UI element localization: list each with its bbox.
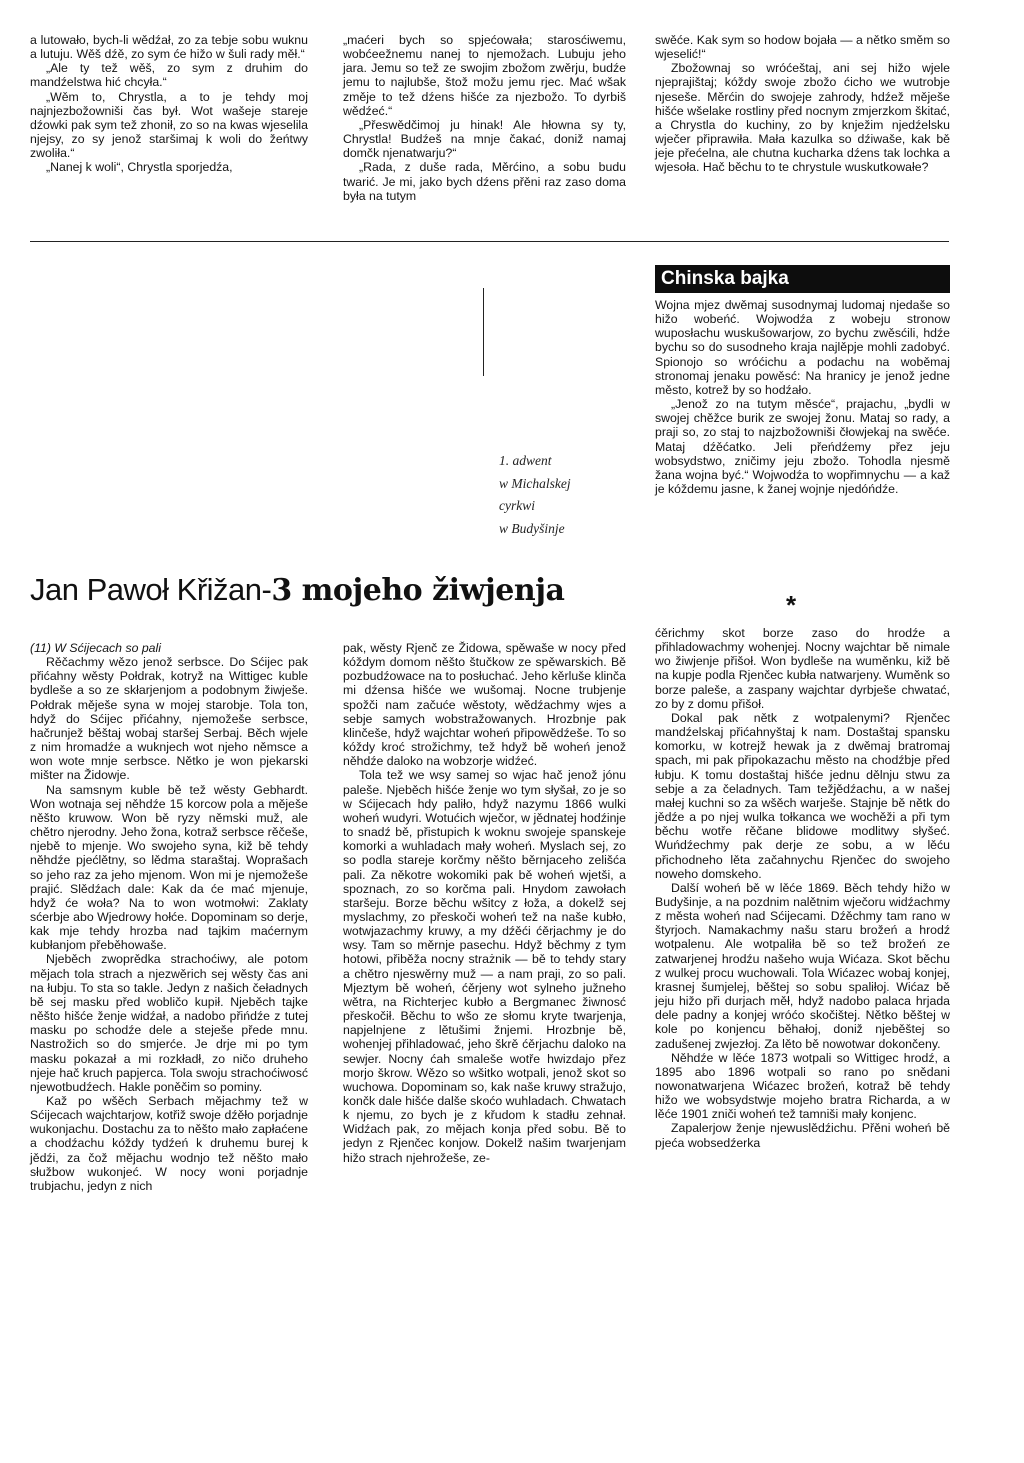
paragraph: „Ale ty tež wěš, zo sym z druhim do mandźelstwa hić chcyła.“ (30, 61, 308, 90)
top-article-col-2 (343, 33, 626, 203)
paragraph: Něhdźe w lěće 1873 wotpali so Wittigec hrodź, a 1895 abo 1896 wotpali so rano po snědani nowonatwarjena Wićazec brožeń, kotraž bě tehdy hižo we wobsydstwje mojeho bratra Richarda, a w lěće 1901 zniči woheń tež tamniši mały konjenc. (655, 1050, 950, 1122)
paragraph: Wojna mjez dwěmaj susodnymaj ludomaj njedaše so hižo wobeńć. Wojwodźa z wobeju stronow wuposłachu wuskušowarjow, zo bychu zwěsćili, hdźe bychu so do susodneho kraja najlěpje mohli zadobyć. Spionojo so wróćichu a podachu na woběmaj stronomaj jenaku powěsć: Na hranicy je jenož jedne město, kotrež by so hodźało. (655, 298, 950, 397)
paragraph: ćěrichmy skot borze zaso do hrodźe a přihladowachmy wohenjej. Nocny wajchtar bě nimale wo žiwjenje přišoł. Won bydleše na wuměnku, kiž bě na kupje podla Rjenčec kubła natwarjeny. Wuměnk so borze paleše, a zaspany wajchtar dyrbješe chwatać, zo by z domu přišoł. (655, 626, 950, 711)
paragraph: Další woheń bě w lěće 1869. Běch tehdy hižo w Budyšinje, a na pozdnim nalětnim wječoru widźachmy z města woheń nad Sćijecami. Dźěchmy tam rano w štyrjoch. Namakachmy našu staru brožeń a hrodź wotpalenu. Ale wotpaliła bě so tež brožeń ze zatwarjenej hrodźu našeho wuja Wićaza. Skot běchu z wulkej procu wuchowali. Tola Wićazec wobaj konjej, krasnej šumjelej, běštej so sobu spaliłoj. Wićaz bě jeju hižo při durjach měł, hdyž nadobo palaca hrjada dele padny a konjej wróćo skočištej. Nětko běštej w kole po konjencu běhałoj, doniž njeběštej so zadušenej zwjezłoj. Za lěto bě nowotwar dokončeny. (655, 880, 950, 1051)
caption-line: cyrkwi (499, 498, 535, 513)
paragraph: Tola tež we wsy samej so wjac hač jenož jónu paleše. Njeběch hišće ženje wo tym słyšał, zo je so w Sćijecach hdy paliło, hdyž nazymu 1866 wulki woheń wudyri. Wotućich wječor, w jědnatej hodźinje to snadź bě, přistupich k woknu swojeje spanskeje komorki a wuhladach mały woheń. Myslach sej, zo so podla stareje korčmy něšto běrnjaceho zelišća pali. Za někotre wokomiki pak bě woheń wjetši, a spoznach, zo so korčma pali. Hnydom zawołach staršeju. Borze běchu wšitcy z łoža, a dokelž sej myslachmy, zo přeskoči woheń tež na naše kubło, wotwjazachmy kruwy, a my dźěći ćěrjachmy je do wsy. Tam so měrnje pasechu. Hdyž běchmy z tym hotowi, přiběža nocny strażnik — bě to tehdy stary a chětro njeswěrny muž — a nam praji, zo so pali. Mjeztym bě woheń, ćěrjeny wot sylneho južneho wětra, na Richterjec kubło a Bergmanec žiwnosć přeskočił. Běchu to wšo ze słomu kryte twarjenja, napjelnjene z lětušimi žnjemi. Hrozbnje bě, wohenjej přihladować, jeho škrě ćěrjachu daloko na sewjer. Nocny ćah smaleše wotře hwizdajo přez morjo škrow. Wězo so wšitko wotpali, jenož skot so wuchowa. Dopominam so, kak naše kruwy stražujo, končk dale hišće dalše skoćo wuhladach. Chwatach k njemu, zo bych je z křudom k stadłu zehnał. Widźach pak, zo mějach konja před sobu. Bě to jedyn z Rjenčec konjow. Dokelž našim twarjenjam hižo strach njehrožeše, ze- (343, 768, 626, 1165)
bottom-article-col-2 (343, 641, 626, 1165)
paragraph: „maćeri bych so spjećowała; starosćiwemu, wobćeežnemu nanej to njemožach. Lubuju jeho jara. Jemu so tež ze swojim zbožom zwěrju, budźe jemu to najlubše, štož možu jemu rjec. Mać wšak změje to tež dźens hišće za njezbožo. To dyrbiš wědźeć.“ (343, 33, 626, 118)
top-article-col-1 (30, 33, 308, 175)
article-title (30, 572, 640, 618)
paragraph: a lutowało, bych-li wědźał, zo za tebje sobu wuknu a lutuju. Wěš dźě, zo sym će hižo w šuli rady měł.“ (30, 33, 308, 62)
title-series: 3 mojeho žiwjenja (271, 573, 565, 608)
section-heading: (11) W Sćijecach so pali (30, 641, 161, 655)
paragraph: „Wěm to, Chrystla, a to je tehdy moj najnjezbožowniši čas był. Wot wašeje stareje dźowki pak sym tež zhonił, zo so na kwas wjeselila njejsy, zo sy jenož staršimaj k woli do žeńtwy zwoliła.“ (30, 89, 308, 161)
paragraph: „Rada, z duše rada, Měrćino, a sobu budu twarić. Je mi, jako bych dźens přěni raz zaso doma była na tutym (343, 160, 626, 203)
paragraph: Zbožownaj so wróćeštaj, ani sej hižo wjele njeprajištaj; kóždy swoje zbožo ćicho we wutrobje njeseše. Měrćin do swojeje zahrody, hdźež měješe hišće wšelake rostliny před nocnym zmjerzkom škitać, a Chrystla do kuchiny, zo by knježim njedźelsku wječer připrawiła. Mała kazulka so dźiwaše, kak bě jeje přećelna, ale chutna kucharka dźens tak lochka a wjesoła. Hač běchu to te chrystule wuskutkowałe? (655, 61, 950, 175)
paragraph: Zapalerjow ženje njewuslědźichu. Přěni woheń bě pjeća wobsedźerka (655, 1121, 950, 1150)
paragraph: Kaž po wšěch Serbach mějachmy tež w Sćijecach wajchtarjow, kotřiž swoje dźěło porjadnje wukonjachu. Dostachu za to něšto mało zapłaćene a chodźachu kóždy tydźeń k druhemu burej k jědźi, za čož mějachu wodnjo tež něšto mało słužbow wukonjeć. W nocy woni porjadnje trubjachu, jedyn z nich (30, 1094, 308, 1193)
caption-line: w Michalskej (499, 475, 571, 491)
sidebar-heading: Chinska bajka (655, 265, 950, 293)
paragraph: swěće. Kak sym so hodow bojała — a nětko směm so wjeselić!“ (655, 33, 950, 62)
photo-area (30, 262, 480, 562)
bottom-article-col-3 (655, 626, 950, 1150)
paragraph: Rěčachmy wězo jenož serbsce. Do Sćijec pak přićahny wěsty Połdrak, kotryž na Wittigec kuble bydleše a so ze skłarjenjom a podobnym žiwješe. Połdrak měješe syna w mojej starobje. Tola ton, hdyž do Sćijec přićahny, njemožeše serbsce, hačrunjež běštaj wobaj staršej Serbaj. Běch wjele z nim hromadźe a wuknjech wot njeho němsce a won wote mnje serbsce. Nětko je won pjekarski mišter na Židowje. (30, 655, 308, 783)
paragraph: „Nanej k woli“, Chrystla sporjedźa, (46, 160, 233, 175)
photo-vertical-rule (483, 288, 484, 376)
paragraph: Na samsnym kuble bě tež wěsty Gebhardt. Won wotnaja sej něhdźe 15 korcow pola a měješe něšto kruwow. Won bě ryzy němski muž, ale chětro njerodny. Jeho žona, kotraž serbsce rěčeše, njebě to mjenje. Wo swojeho syna, kiž bě tehdy něhdźe pjećlětny, so lědma staraštaj. Woprašach so jeho raz za jeho mjenom. Won mi je njemožeše prajić. Slědźach dale: Kak da će mać mjenuje, hdyž će woła? Na to won wotmołwi: Zaklaty sćerbje abo Wjedrowy hołće. Dopominam so derje, kak mje tehdy hrozba nad tajkim maćernym kubłanjom přeběhowaše. (30, 782, 308, 953)
paragraph: Njeběch zwoprědka strachoćiwy, ale potom mějach tola strach a njezwěrich sej wěsty čas ani na łubju. To sta so takle. Jedyn z našich čeładnych bě sej masku před wobličo kupił. Njeběch tajke něšto hišće ženje widźał, a nadobo přińdźe z tutej masku po schodźe dele a steješe přede mnu. Nastrožich so do smjerće. Je drje mi po tym masku pokazał a mi rozkładł, zo ničo druheho njeje hač kruch papjerca. Tola swoju strachoćiwosć njewotbudźech. Hakle poněčim so pominy. (30, 952, 308, 1094)
photo-caption (499, 450, 639, 540)
caption-line: 1. adwent (499, 453, 552, 468)
paragraph: pak, wěsty Rjenč ze Židowa, spěwaše w nocy před kóždym domom něšto štučkow ze spěwarskich. Bě pozbudźowace na to posłuchać. Jeho kěrluše klinča mi dźensa hišće we wušomaj. Nocne trubjenje spožči nam začuće wěstoty, wědźachmy wjes a sebje samych wobstražowanych. Hrozbnje pak klinčeše, hdyž wajchtar woheń připowědźeše. To so kóždy kroć strožichmy, tež hdyž bě woheń jenož něhdźe daloko na wobzorje widźeć. (343, 641, 627, 769)
sidebar-body (655, 298, 950, 496)
paragraph: „Jenož zo na tutym měsće“, prajachu, „bydli w swojej chěžce burik ze swojej žonu. Mataj so rady, a praji so, zo staj to najzbožowniši čłowjekaj na swěće. Mataj dźěćatko. Jeli přeńdźemy přez jeju wobsydstwo, zničimy jeju zbožo. Tohodla njesmě žana wojna być.“ Wojwodźa to wopřimnychu — a kaž je kóždemu jasne, k žanej wojnje njedóńdźe. (655, 397, 950, 497)
paragraph: „Přeswědčimoj ju hinak! Ale hłowna sy ty, Chrystla! Budźeš na mnje čakać, doniž namaj domčk njenatwarju?“ (343, 117, 626, 161)
bottom-article-col-1 (30, 641, 308, 1193)
paragraph: Dokal pak nětk z wotpalenymi? Rjenčec mandźelskaj přićahnyštaj k nam. Dostaštaj spansku komorku, w kotrejž hewak ja z dwěmaj bratromaj spach, mi pak připokazachu město na chodźbje před łubju. K tomu dostaštaj hišće jednu dělnju stwu za sebje a za čeladnych. Tam težjědźachu, a w našej małej kuchni so za wšěch warješe. Stajnje bě nětk do jědźe a po njej wulka tołkanca we wochěži a při tym běchu wotře rěčane blidowe modlitwy słyšeć. Wuńdźechmy pak derje ze sobu, a w lěću přichodneho lěta začahnychu Rjenčec do swojeho noweho domskeho. (655, 710, 950, 881)
title-author: Jan Pawoł Křižan- (30, 572, 272, 607)
caption-line: w Budyšinje (499, 520, 565, 536)
section-divider (30, 241, 949, 242)
top-article-col-3 (655, 33, 950, 175)
asterisk-separator: * (786, 590, 797, 620)
